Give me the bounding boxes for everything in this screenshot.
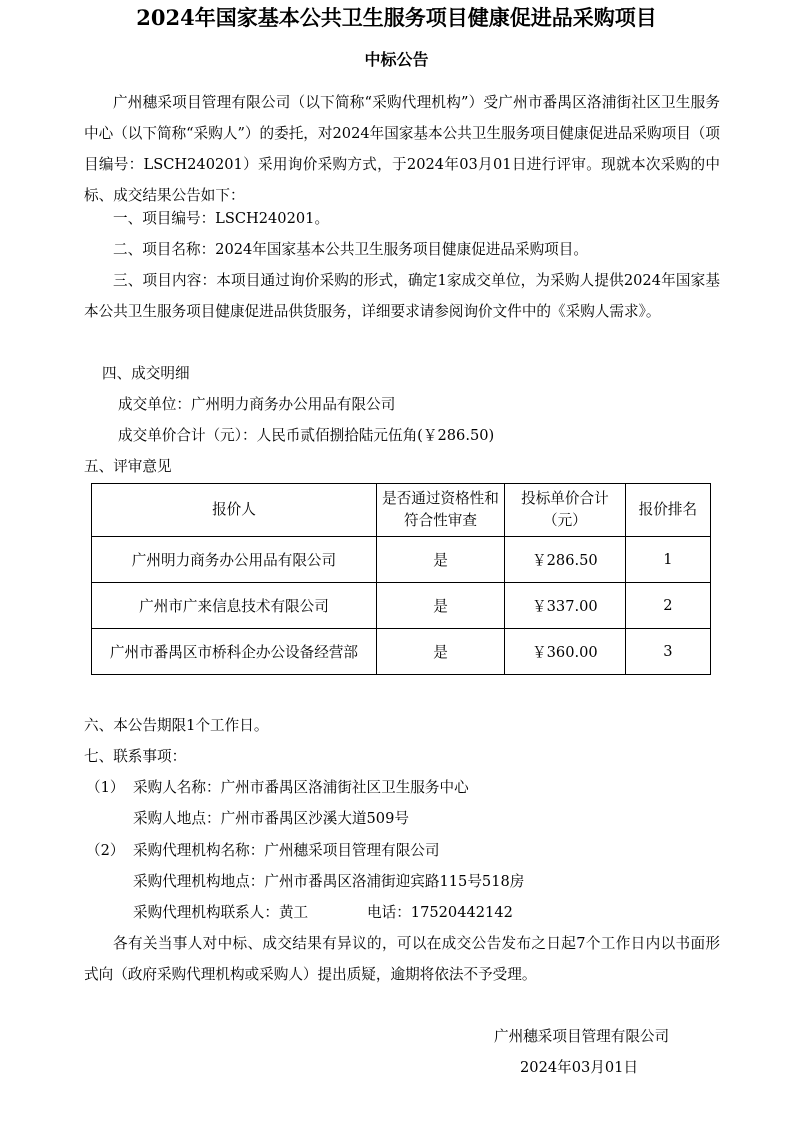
contact-2-number: （2）	[86, 842, 125, 859]
signature-date: 2024年03月01日	[520, 1059, 639, 1076]
contact-agency-name: 采购代理机构名称：广州穗采项目管理有限公司	[133, 842, 440, 859]
table-header-row	[92, 484, 711, 537]
cell-price: ￥337.00	[505, 583, 626, 629]
header-qualified: 是否通过资格性和符合性审查	[376, 484, 504, 537]
objection-paragraph: 各有关当事人对中标、成交结果有异议的，可以在成交公告发布之日起7个工作日内以书面形式向（政府采购代理机构或采购人）提出质疑，逾期将依法不予受理。	[84, 935, 720, 983]
item-project-number: 一、项目编号：LSCH240201。	[113, 210, 330, 227]
item-notice-period: 六、本公告期限1个工作日。	[84, 717, 269, 734]
table-row	[92, 583, 711, 629]
contact-agency-address: 采购代理机构地点：广州市番禺区洛浦街迎宾路115号518房	[133, 873, 525, 890]
price-line: 成交单价合计（元）：人民币贰佰捌拾陆元伍角(￥286.50)	[118, 427, 495, 444]
winner-line: 成交单位：广州明力商务办公用品有限公司	[118, 396, 396, 413]
header-rank: 报价排名	[625, 484, 710, 537]
cell-bidder: 广州明力商务办公用品有限公司	[92, 537, 377, 583]
review-results-table	[91, 483, 711, 675]
cell-qualified: 是	[376, 537, 504, 583]
item-review-heading: 五、评审意见	[84, 458, 172, 475]
table-row	[92, 629, 711, 675]
cell-qualified: 是	[376, 629, 504, 675]
cell-rank: 3	[625, 629, 710, 675]
item-project-name: 二、项目名称：2024年国家基本公共卫生服务项目健康促进品采购项目。	[113, 241, 588, 258]
cell-bidder: 广州市广来信息技术有限公司	[92, 583, 377, 629]
header-price: 投标单价合计（元）	[505, 484, 626, 537]
item-deal-details-heading: 四、成交明细	[102, 365, 190, 382]
item-project-content: 三、项目内容：本项目通过询价采购的形式，确定1家成交单位，为采购人提供2024年国家基本公共卫生服务项目健康促进品供货服务，详细要求请参阅询价文件中的《采购人需求》。	[84, 272, 720, 320]
contact-1-number: （1）	[86, 779, 125, 796]
item-contacts-heading: 七、联系事项：	[84, 748, 187, 765]
contact-agency-phone: 电话：17520442142	[367, 904, 513, 921]
cell-bidder: 广州市番禺区市桥科企办公设备经营部	[92, 629, 377, 675]
header-bidder: 报价人	[92, 484, 377, 537]
cell-qualified: 是	[376, 583, 504, 629]
signature-organization: 广州穗采项目管理有限公司	[494, 1028, 670, 1045]
contact-purchaser-name: 采购人名称：广州市番禺区洛浦街社区卫生服务中心	[133, 779, 469, 796]
document-subtitle: 中标公告	[364, 50, 429, 69]
contact-purchaser-address: 采购人地点：广州市番禺区沙溪大道509号	[133, 810, 409, 827]
document-title: 2024年国家基本公共卫生服务项目健康促进品采购项目	[136, 5, 657, 30]
cell-price: ￥360.00	[505, 629, 626, 675]
table-row	[92, 537, 711, 583]
cell-rank: 2	[625, 583, 710, 629]
contact-agency-person: 采购代理机构联系人：黄工	[133, 904, 309, 921]
intro-paragraph: 广州穗采项目管理有限公司（以下简称“采购代理机构”）受广州市番禺区洛浦街社区卫生服务中心（以下简称“采购人”）的委托，对2024年国家基本公共卫生服务项目健康促进品采购项目（项目编号：LSCH240201）采用询价采购方式，于2024年03月01日进行评审。现就本次采购的中标、成交结果公告如下：	[84, 94, 720, 204]
cell-rank: 1	[625, 537, 710, 583]
cell-price: ￥286.50	[505, 537, 626, 583]
